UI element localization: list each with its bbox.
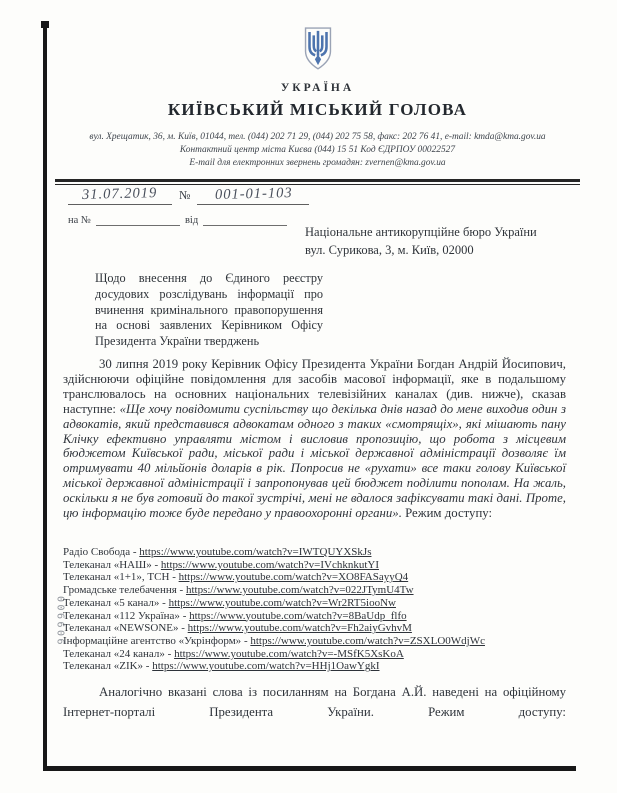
source-link-row bbox=[63, 559, 566, 572]
outgoing-date-field bbox=[68, 186, 172, 205]
source-separator: - bbox=[151, 558, 161, 571]
source-separator: - bbox=[130, 546, 140, 558]
source-label: Телеканал «112 Україна» bbox=[63, 609, 180, 622]
reference-reply-row bbox=[68, 213, 318, 226]
source-link-row bbox=[63, 571, 566, 584]
scan-edge-left bbox=[43, 21, 47, 771]
paragraph-intro: 30 липня 2019 року Керівник Офісу Президента України Богдан Андрій Йосипович, здійснюючи офіційне повідомлення для засобів масової інформації, яке в подальшому транслювалось на основних національних телевізійних каналах (див. нижче), сказав наступне: bbox=[63, 357, 566, 416]
letterhead-address-line3: E-mail для електронних звернень громадян: zvernen@kma.gov.ua bbox=[189, 158, 446, 168]
source-separator: - bbox=[164, 647, 175, 660]
source-url-link: https://www.youtube.com/watch?v=8BaUdp_flfo bbox=[189, 609, 407, 622]
source-link-row bbox=[63, 648, 566, 661]
source-link-row bbox=[63, 635, 566, 648]
reply-date-blank bbox=[203, 213, 287, 226]
source-url-link: https://www.youtube.com/watch?v=Fh2aiyGvhvM bbox=[187, 622, 412, 635]
reference-date-row bbox=[68, 186, 318, 205]
source-label: Громадське телебачення bbox=[63, 584, 177, 597]
source-url-link: https://www.youtube.com/watch?v=ZSXLO0WdjWc bbox=[250, 634, 485, 647]
source-link-row bbox=[63, 546, 566, 559]
source-url-link: https://www.youtube.com/watch?v=-MSfK5XsKoA bbox=[174, 647, 404, 660]
quoted-statement: «Ще хочу повідомити суспільству що декілька днів назад до мене виходив один з адвокатів, який представився адвокатам одного з таких «смотрящіх», які мішають пану Клічку ефективно управляти містом і висловив пропозицію, що робота з місцевим бюджетом Київської ради, міської ради і міської державної адміністрації дозволяє їм отримувати 40 мільйонів доларів в рік. Попросив не «рухати» все таки голову Київської міської державної адміністрації і запропонував цей бюджет поділити пополам. На жаль, оскільки я не був готовий до такої зустрічі, мені не вдалося зафіксувати такі дані. Проте, цю інформацію тоже буде передано у правоохоронні органи». bbox=[63, 401, 566, 521]
letter-subject: Щодо внесення до Єдиного реєстру досудових розслідувань інформації про вчинення кримінального правопорушення на основі заявлених Керівником Офісу Президента України тверджень bbox=[95, 271, 323, 349]
source-separator: - bbox=[176, 584, 186, 597]
source-link-row bbox=[63, 610, 566, 623]
handwritten-date: 31.07.2019 bbox=[82, 185, 158, 203]
letterhead-title: КИЇВСЬКИЙ МІСЬКИЙ ГОЛОВА bbox=[167, 100, 468, 119]
source-links-list bbox=[63, 546, 566, 673]
source-url-link: https://www.youtube.com/watch?v=IWTQUYXSkJs bbox=[139, 546, 372, 558]
body-paragraph-2: Аналогічно вказані слова із посиланням на Богдана А.Й. наведені на офіційному Інтернет-порталі Президента України. Режим доступу: bbox=[63, 685, 566, 719]
source-separator: - bbox=[179, 609, 190, 622]
source-separator: - bbox=[143, 660, 153, 673]
source-link-row bbox=[63, 622, 566, 635]
body-paragraph-1 bbox=[63, 357, 566, 521]
letterhead bbox=[55, 26, 580, 185]
source-link-row bbox=[63, 597, 566, 610]
source-url-link: https://www.youtube.com/watch?v=Wr2RT5iooNw bbox=[168, 596, 396, 609]
access-mode-label: Режим доступу: bbox=[401, 506, 493, 521]
number-sign-label: № bbox=[179, 188, 191, 202]
letterhead-address-line1: вул. Хрещатик, 36, м. Київ, 01044, тел. (044) 202 71 29, (044) 202 75 58, факс: 202 76 41, e-mail: kmda@kma.gov.ua bbox=[89, 132, 546, 142]
reply-from-label: від bbox=[184, 215, 199, 226]
handwritten-number: 001-01-103 bbox=[214, 184, 293, 204]
source-label: Телеканал «NEWSONE» bbox=[63, 622, 179, 635]
document-stamp-number: 006606 bbox=[54, 595, 66, 648]
source-link-row bbox=[63, 660, 566, 673]
scan-edge-bottom bbox=[43, 766, 576, 771]
source-separator: - bbox=[178, 622, 188, 635]
source-label: Радіо Свобода bbox=[63, 546, 131, 558]
reply-number-blank bbox=[96, 213, 180, 226]
source-separator: - bbox=[169, 571, 179, 584]
outgoing-number-field bbox=[197, 186, 309, 205]
addressee-address: вул. Сурикова, 3, м. Київ, 02000 bbox=[305, 242, 474, 257]
source-url-link: https://www.youtube.com/watch?v=IVchknkutYI bbox=[160, 558, 380, 571]
reference-block bbox=[68, 186, 318, 226]
letterhead-address-line2: Контактний центр міста Києва (044) 15 51 Код ЄДРПОУ 00022527 bbox=[179, 145, 456, 155]
source-label: Телеканал «24 канал» bbox=[63, 647, 165, 660]
country-name: УКРАЇНА bbox=[280, 82, 355, 94]
source-label: Телеканал «5 канал» bbox=[63, 596, 160, 609]
source-label: Телеканал «ZIK» bbox=[63, 660, 144, 673]
source-url-link: https://www.youtube.com/watch?v=XO8FASayyQ4 bbox=[178, 571, 409, 584]
reply-to-label: на № bbox=[68, 215, 91, 226]
source-label: Телеканал «1+1», ТСН bbox=[63, 571, 170, 584]
addressee-block bbox=[305, 224, 570, 259]
ukraine-trident-emblem-icon bbox=[301, 26, 335, 72]
addressee-name: Національне антикорупційне бюро України bbox=[305, 225, 537, 239]
letterhead-divider bbox=[55, 179, 580, 185]
source-label: Телеканал «НАШ» bbox=[63, 558, 152, 571]
source-url-link: https://www.youtube.com/watch?v=022JTymU4Tw bbox=[185, 584, 414, 597]
source-link-row bbox=[63, 584, 566, 597]
source-label: Інформаційне агентство «Укрінформ» bbox=[63, 634, 242, 647]
source-separator: - bbox=[159, 596, 169, 609]
source-url-link: https://www.youtube.com/watch?v=HHj1OawYgkI bbox=[152, 660, 380, 673]
source-separator: - bbox=[241, 634, 251, 647]
